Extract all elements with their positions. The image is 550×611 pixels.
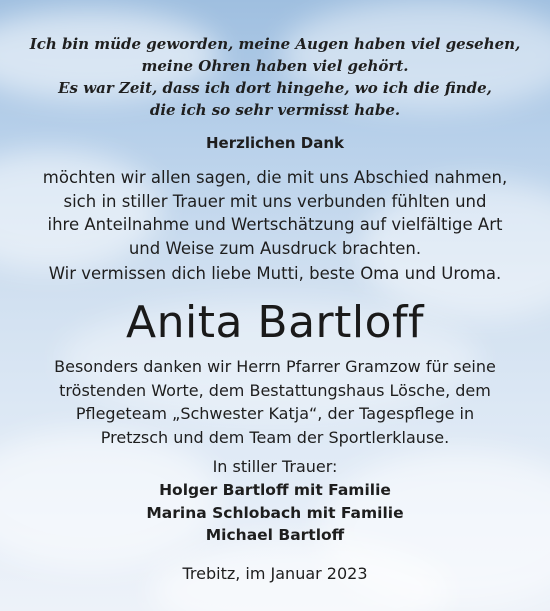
poem-line: meine Ohren haben viel gehört. — [141, 57, 409, 75]
thanks-line: sich in stiller Trauer mit uns verbunden fühlten und — [63, 191, 487, 211]
thanks-line: möchten wir allen sagen, die mit uns Abschied nahmen, — [42, 168, 508, 187]
poem-line: die ich so sehr vermisst habe. — [149, 101, 401, 119]
poem-line: Es war Zeit, dass ich dort hingehe, wo ich die finde, — [58, 79, 492, 97]
place-date: Trebitz, im Januar 2023 — [182, 564, 368, 583]
special-thanks-line: Pretzsch und dem Team der Sportlerklause. — [100, 427, 450, 447]
poem — [0, 33, 550, 121]
special-thanks-line: tröstenden Worte, dem Bestattungshaus Lösche, dem — [59, 380, 491, 400]
poem-line: Ich bin müde geworden, meine Augen haben viel gesehen, — [29, 35, 521, 53]
special-thanks — [0, 355, 550, 449]
special-thanks-line: Besonders danken wir Herrn Pfarrer Gramzow für seine — [54, 357, 496, 376]
mourners-list — [0, 479, 550, 547]
thanks-line: ihre Anteilnahme und Wertschätzung auf vielfältige Art — [47, 215, 503, 234]
thanks-line: und Weise zum Ausdruck brachten. — [128, 238, 422, 258]
mourner-name: Holger Bartloff mit Familie — [159, 481, 391, 499]
deceased-name: Anita Bartloff — [125, 297, 425, 348]
mourning-label: In stiller Trauer: — [212, 457, 338, 476]
thanks-text — [0, 166, 550, 260]
mourner-name: Marina Schlobach mit Familie — [146, 503, 404, 522]
miss-line: Wir vermissen dich liebe Mutti, beste Oma und Uroma. — [48, 264, 502, 283]
thanks-heading: Herzlichen Dank — [205, 134, 344, 152]
special-thanks-line: Pflegeteam „Schwester Katja“, der Tagespflege in — [75, 404, 475, 423]
mourner-name: Michael Bartloff — [205, 526, 345, 544]
